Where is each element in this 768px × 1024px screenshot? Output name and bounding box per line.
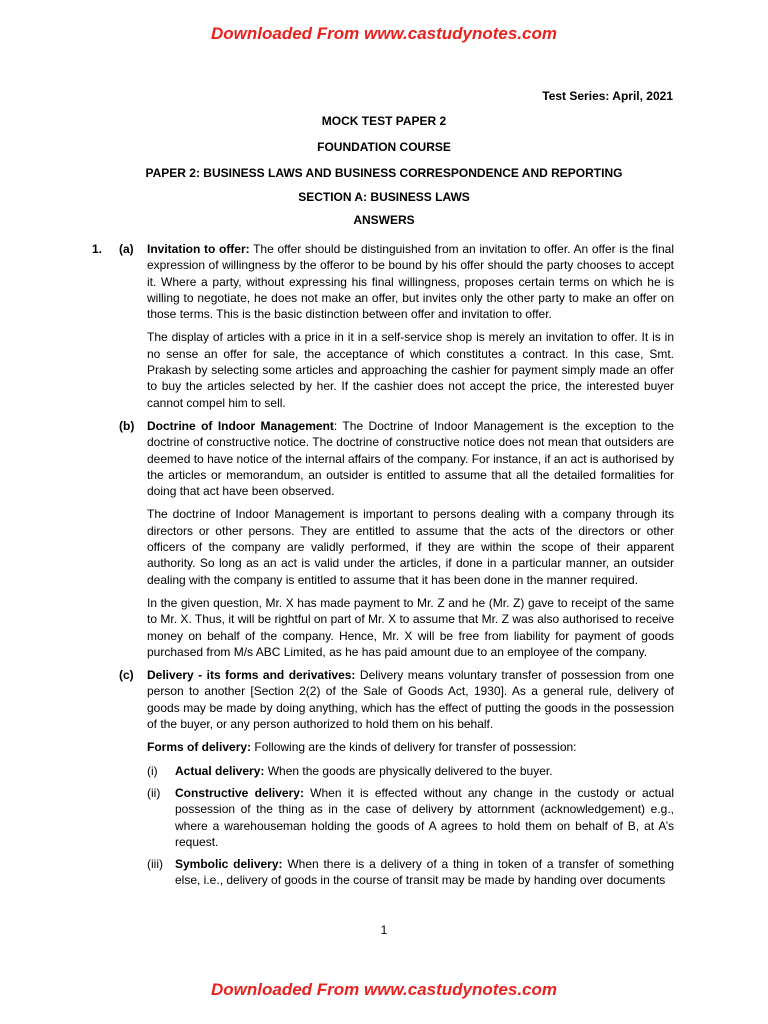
paragraph [147,241,674,322]
paragraph: The display of articles with a price in it in a self-service shop is merely an invitation to offer. It is in no sense an offer for sale, the acceptance of which constitutes a contract. In this case, Smt. Prakash by selecting some articles and approaching the cashier for payment simply made an offer to buy the articles selected by her. If the cashier does not accept the price, the interested buyer cannot compel him to sell. [147,330,674,410]
paragraph-text: : The Doctrine of Indoor Management is the exception to the doctrine of constructive notice. The doctrine of constructive notice does not mean that outsiders are deemed to have notice of the internal affairs of the company. For instance, if an act is authorised by the articles or memorandum, an outsider is entitled to assume that all the detailed formalities for doing that act have been observed. [147,418,674,499]
answers-title: ANSWERS [353,213,415,227]
paragraph-text: Following are the kinds of delivery for transfer of possession: [251,740,577,755]
heading-forms-of-delivery: Forms of delivery: [147,740,252,755]
paragraph: The doctrine of Indoor Management is important to persons dealing with a company through its directors or other persons. They are entitled to assume that the acts of the directors or other officers of the company are validly performed, if they are within the scope of their apparent authority. So long as an act is valid under the articles, if done in a particular manner, an outsider dealing with the company is entitled to assume that it has been done in the manner required. [147,507,674,587]
list-item-title: Actual delivery: [175,763,265,778]
answer-1a [92,241,674,411]
list-item-text: When it is effected without any change in the custody or actual possession of the thing as in the case of delivery by attornment (acknowledgement) e.g., where a warehouseman holding the goods of A agrees to hold them on behalf of B, at A’s request. [175,785,674,849]
heading-invitation-to-offer: Invitation to offer: [147,242,250,256]
answer-1b [92,418,674,660]
paper-title: PAPER 2: BUSINESS LAWS AND BUSINESS CORRESPONDENCE AND REPORTING [145,166,623,180]
heading-delivery: Delivery - its forms and derivatives: [147,668,356,683]
course-title: FOUNDATION COURSE [317,140,451,154]
list-item-title: Symbolic delivery: [175,857,283,872]
list-item [147,785,674,850]
paragraph [147,739,674,755]
question-number: 1. [92,242,103,256]
answer-content [92,241,674,895]
list-item-label: (iii) [147,857,163,872]
page-number: 1 [380,923,388,937]
list-item-text: When there is a delivery of a thing in token of a transfer of something else, i.e., delivery of goods in the course of transit may be made by handing over documents [175,857,674,888]
list-item-text: When the goods are physically delivered to the buyer. [264,763,553,778]
heading-indoor-management: Doctrine of Indoor Management [147,418,334,433]
sub-label-b: (b) [119,418,135,433]
answer-1c [92,667,674,889]
list-item-label: (ii) [147,785,161,800]
test-series-label: Test Series: April, 2021 [542,89,673,103]
download-banner-bottom[interactable]: Downloaded From www.castudynotes.com [210,980,558,999]
list-item-title: Constructive delivery: [175,785,304,800]
list-item [147,763,674,779]
paragraph [147,418,674,499]
list-item-label: (i) [147,763,158,778]
paragraph-text: The offer should be distinguished from an invitation to offer. An offer is the final expression of willingness by the offeror to be bound by his offer should the party chooses to accept it. Where a party, without expressing his final willingness, proposes certain terms on which he is willing to negotiate, he does not make an offer, but invites only the other party to make an offer on those terms. This is the basic distinction between offer and invitation to offer. [147,242,674,322]
paragraph [147,667,674,732]
list-item [147,856,674,889]
download-banner-top[interactable]: Downloaded From www.castudynotes.com [210,24,558,43]
mock-test-title: MOCK TEST PAPER 2 [321,114,447,128]
sub-label-a: (a) [119,242,134,256]
sub-label-c: (c) [119,668,134,683]
section-title: SECTION A: BUSINESS LAWS [298,190,470,204]
paragraph: In the given question, Mr. X has made payment to Mr. Z and he (Mr. Z) gave to receipt of the same to Mr. X. Thus, it will be rightful on part of Mr. X to assume that Mr. Z was also authorised to receive money on behalf of the company. Hence, Mr. X will be free from liability for payment of goods purchased from M/s ABC Limited, as he has paid amount due to an employee of the company. [147,595,674,659]
paragraph-text: Delivery means voluntary transfer of possession from one person to another [Section 2(2) of the Sale of Goods Act, 1930]. As a general rule, delivery of goods may be made by doing anything, which has the effect of putting the goods in the possession of the buyer, or any person authorized to hold them on his behalf. [147,668,675,732]
